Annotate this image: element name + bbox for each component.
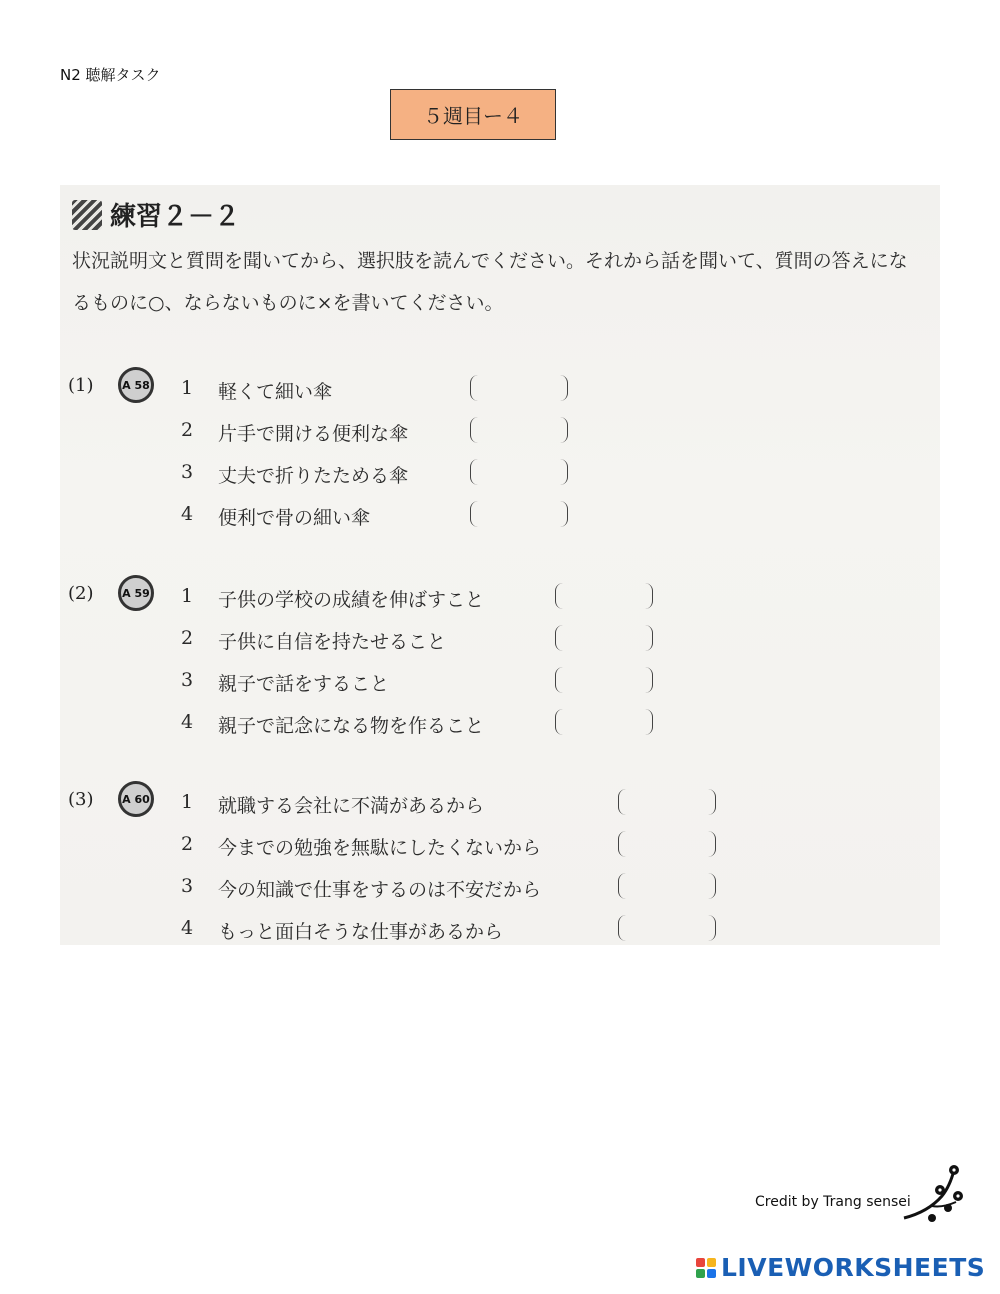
answer-blank[interactable] xyxy=(555,667,653,693)
option-text: 軽くて細い傘 xyxy=(218,381,333,403)
exercise-title: 練習２－２ xyxy=(110,202,241,232)
answer-blank[interactable] xyxy=(555,583,653,609)
option-row xyxy=(68,575,928,617)
option-number: 3 xyxy=(181,461,194,483)
question-block xyxy=(68,781,928,949)
answer-blank[interactable] xyxy=(618,873,716,899)
answer-blank[interactable] xyxy=(470,417,568,443)
option-text: 今までの勉強を無駄にしたくないから xyxy=(218,837,542,859)
question-number: (1) xyxy=(68,375,94,396)
question-block xyxy=(68,575,928,743)
credit-text: Credit by Trang sensei xyxy=(755,1194,911,1210)
option-row xyxy=(68,451,928,493)
option-text: 子供に自信を持たせること xyxy=(218,631,447,653)
headphones-icon[interactable]: A 60 xyxy=(118,781,154,817)
answer-blank[interactable] xyxy=(470,375,568,401)
option-row xyxy=(68,367,928,409)
liveworksheets-logo-icon xyxy=(696,1258,716,1278)
answer-blank[interactable] xyxy=(618,831,716,857)
stripe-icon xyxy=(72,200,102,230)
exercise-instruction: 状況説明文と質問を聞いてから、選択肢を読んでください。それから話を聞いて、質問の答えになるものに○、ならないものに×を書いてください。 xyxy=(72,250,908,314)
option-number: 3 xyxy=(181,875,194,897)
option-number: 1 xyxy=(181,377,194,399)
option-text: 丈夫で折りたためる傘 xyxy=(218,465,409,487)
question-number: (2) xyxy=(68,583,94,604)
option-row xyxy=(68,907,928,949)
option-row xyxy=(68,409,928,451)
option-number: 2 xyxy=(181,833,194,855)
option-number: 2 xyxy=(181,419,194,441)
course-label: N2 聴解タスク xyxy=(60,66,161,84)
option-number: 4 xyxy=(181,917,194,939)
option-text: 今の知識で仕事をするのは不安だから xyxy=(218,879,542,901)
answer-blank[interactable] xyxy=(555,625,653,651)
option-number: 2 xyxy=(181,627,194,649)
option-number: 1 xyxy=(181,585,194,607)
option-row xyxy=(68,701,928,743)
option-text: 片手で開ける便利な傘 xyxy=(218,423,409,445)
option-row xyxy=(68,823,928,865)
week-badge: ５週目ー４ xyxy=(390,89,556,140)
exercise-header xyxy=(72,196,240,233)
option-text: 便利で骨の細い傘 xyxy=(218,507,371,529)
cherry-blossom-icon xyxy=(902,1162,972,1232)
option-row xyxy=(68,659,928,701)
option-text: 親子で話をすること xyxy=(218,673,390,695)
question-number: (3) xyxy=(68,789,94,810)
option-number: 4 xyxy=(181,711,194,733)
answer-blank[interactable] xyxy=(470,501,568,527)
answer-blank[interactable] xyxy=(555,709,653,735)
option-row xyxy=(68,865,928,907)
option-number: 4 xyxy=(181,503,194,525)
answer-blank[interactable] xyxy=(618,915,716,941)
answer-blank[interactable] xyxy=(618,789,716,815)
option-text: 就職する会社に不満があるから xyxy=(218,795,485,817)
headphones-icon[interactable]: A 59 xyxy=(118,575,154,611)
option-row xyxy=(68,617,928,659)
option-row xyxy=(68,493,928,535)
option-number: 1 xyxy=(181,791,194,813)
question-block xyxy=(68,367,928,535)
answer-blank[interactable] xyxy=(470,459,568,485)
option-text: もっと面白そうな仕事があるから xyxy=(218,921,504,943)
option-text: 子供の学校の成績を伸ばすこと xyxy=(218,589,485,611)
liveworksheets-logo[interactable] xyxy=(696,1253,985,1282)
option-text: 親子で記念になる物を作ること xyxy=(218,715,485,737)
headphones-icon[interactable]: A 58 xyxy=(118,367,154,403)
option-number: 3 xyxy=(181,669,194,691)
option-row xyxy=(68,781,928,823)
liveworksheets-brand-text: LIVEWORKSHEETS xyxy=(721,1253,986,1282)
